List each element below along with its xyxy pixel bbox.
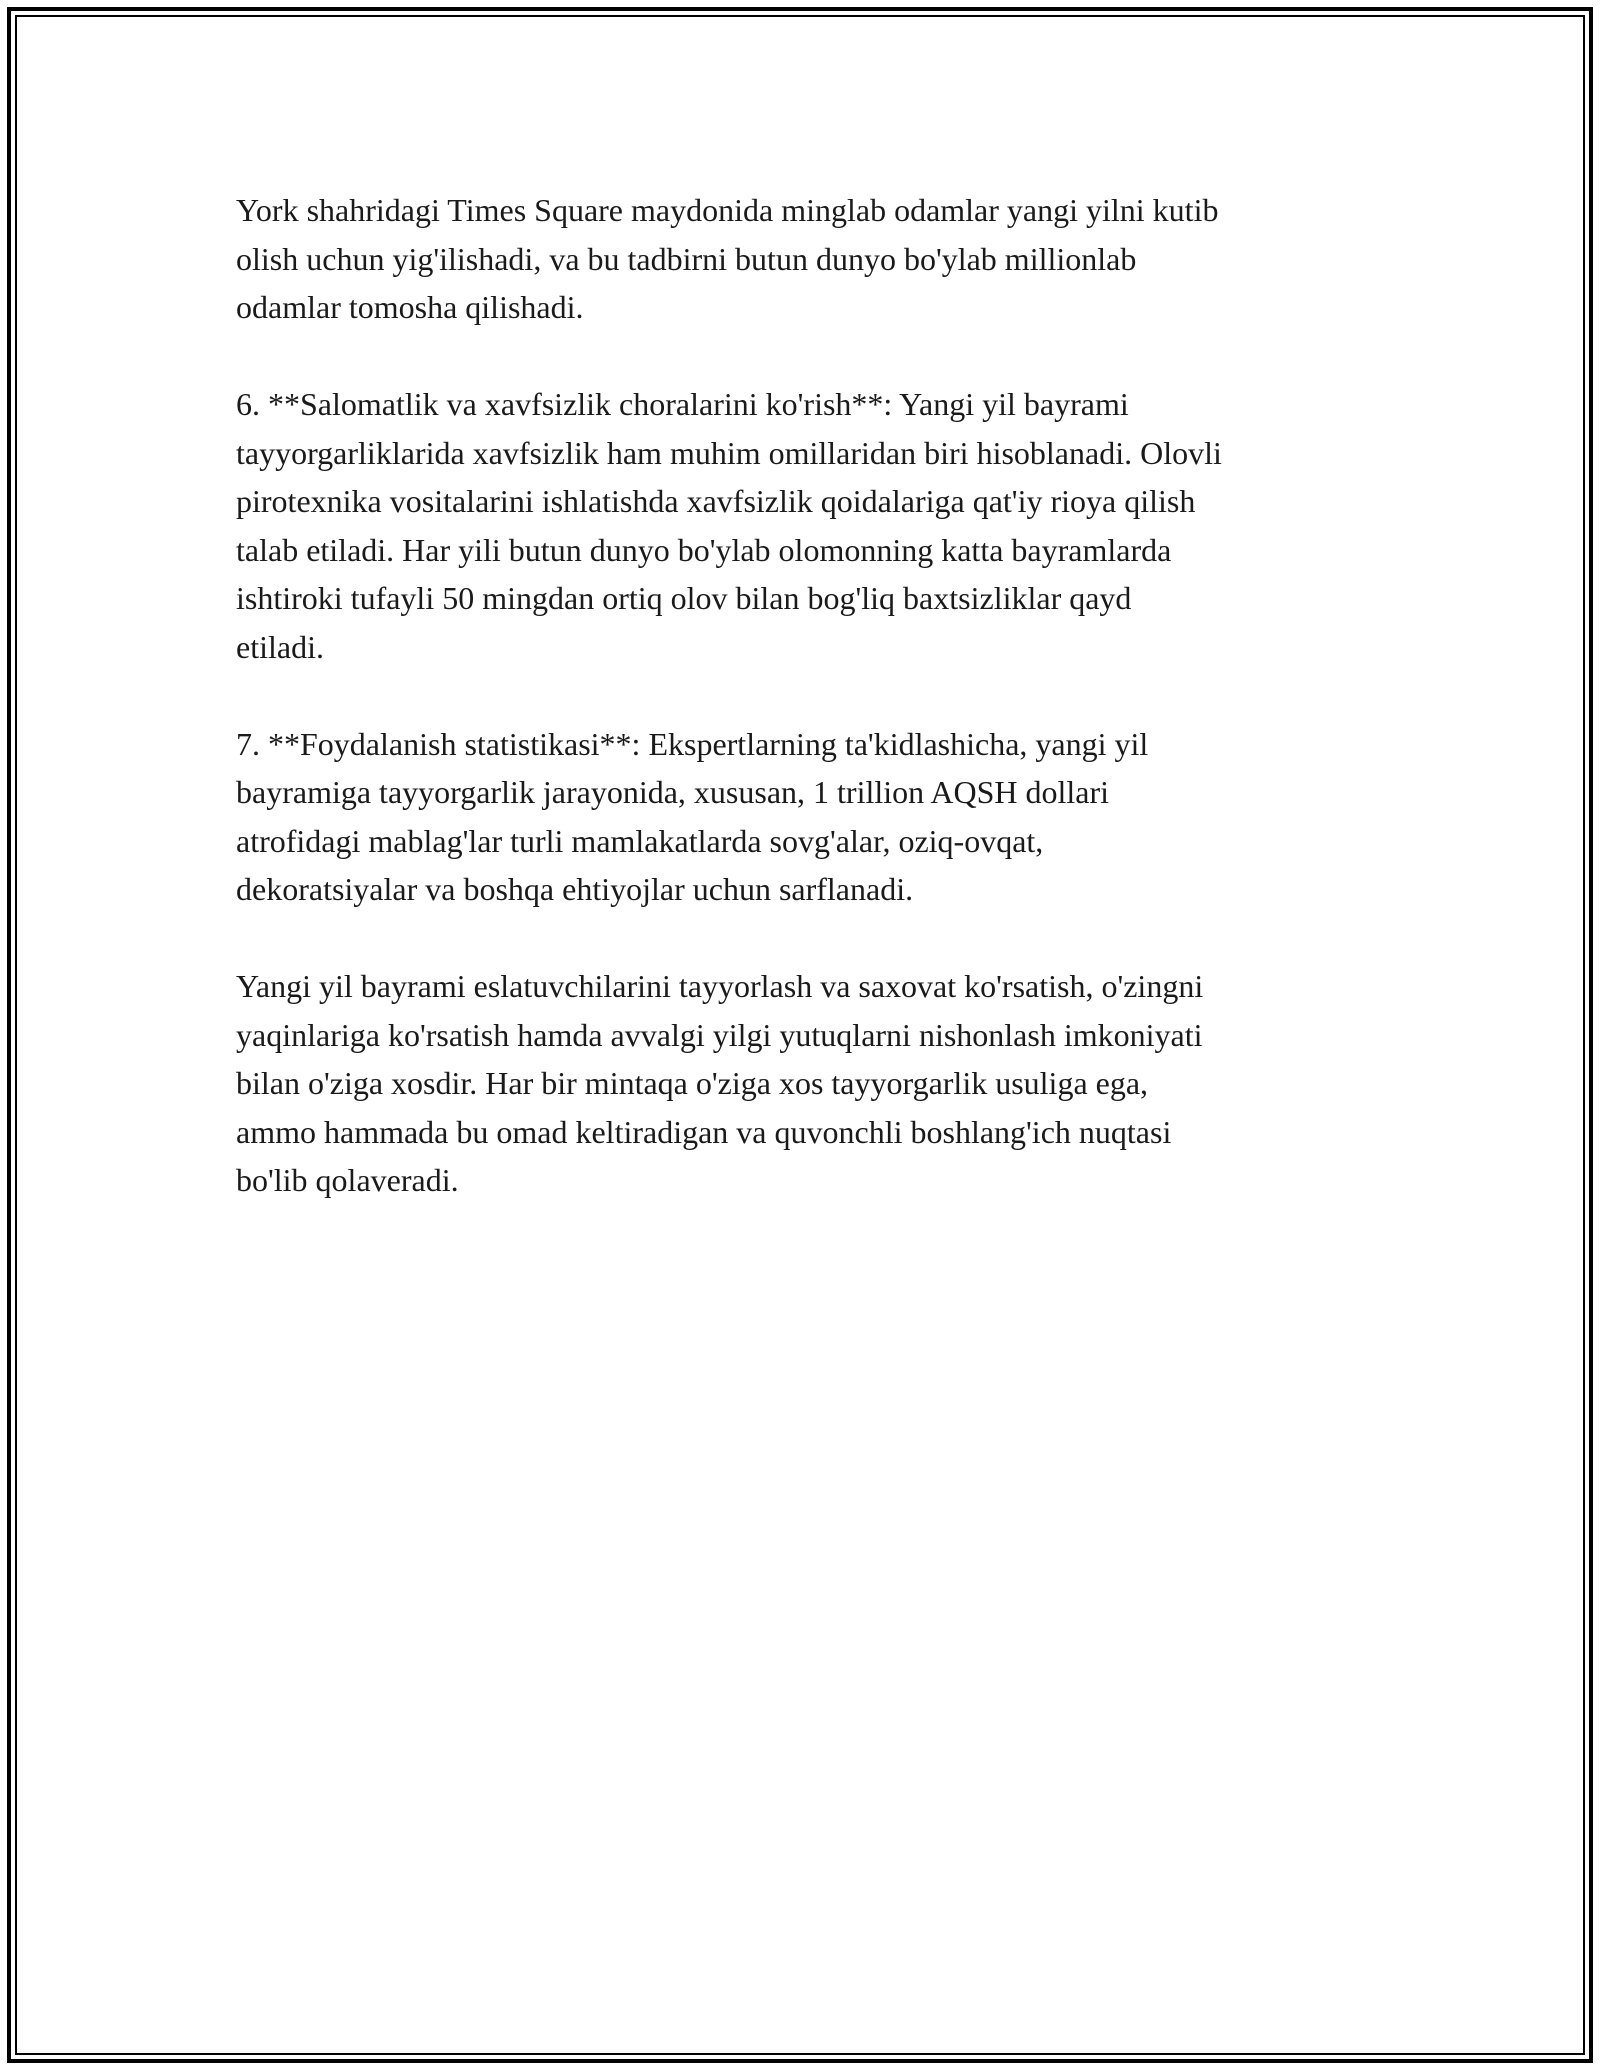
paragraph-times-square: York shahridagi Times Square maydonida minglab odamlar yangi yilni kutib olish uchun yig'ilishadi, va bu tadbirni butun dunyo bo'ylab millionlab odamlar tomosha qilishadi.	[236, 192, 1219, 325]
paragraph-conclusion: Yangi yil bayrami eslatuvchilarini tayyorlash va saxovat ko'rsatish, o'zingni yaqinlariga ko'rsatish hamda avvalgi yilgi yutuqlarni nishonlash imkoniyati bilan o'ziga xosdir. Har bir mintaqa o'ziga xos tayyorgarlik usuliga ega, ammo hammada bu omad keltiradigan va quvonchli boshlang'ich nuqtasi bo'lib qolaveradi.	[236, 968, 1204, 1198]
paragraph-statistics: 7. **Foydalanish statistikasi**: Ekspertlarning ta'kidlashicha, yangi yil bayramiga tayyorgarlik jarayonida, xususan, 1 trillion AQSH dollari atrofidagi mablag'lar turli mamlakatlarda sovg'alar, oziq-ovqat, dekoratsiyalar va boshqa ehtiyojlar uchun sarflanadi.	[236, 725, 1149, 907]
paragraph-safety: 6. **Salomatlik va xavfsizlik choralarini ko'rish**: Yangi yil bayrami tayyorgarliklarida xavfsizlik ham muhim omillaridan biri hisoblanadi. Olovli pirotexnika vositalarini ishlatishda xavfsizlik qoidalariga qat'iy rioya qilish talab etiladi. Har yili butun dunyo bo'ylab olomonning katta bayramlarda ishtiroki tufayli 50 mingdan ortiq olov bilan bog'liq baxtsizliklar qayd etiladi.	[236, 386, 1222, 665]
document-body	[236, 186, 1416, 1253]
